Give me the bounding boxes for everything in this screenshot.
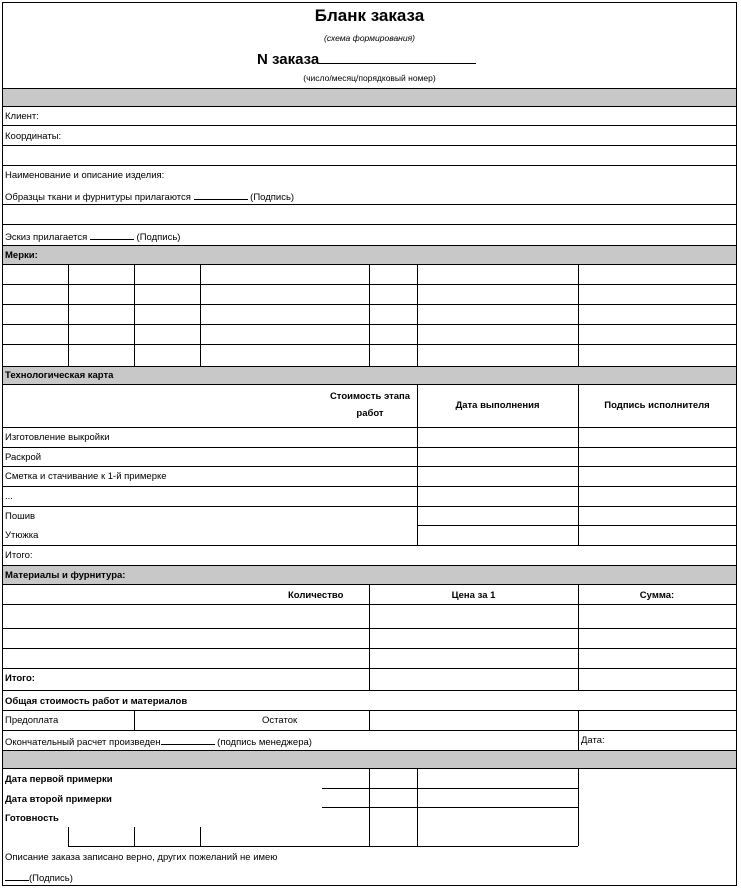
stage-pattern: Изготовление выкройки bbox=[5, 432, 110, 443]
col-date: Дата выполнения bbox=[455, 400, 540, 411]
client-signature-label: (Подпись) bbox=[29, 873, 73, 884]
sketch-sign-field[interactable] bbox=[90, 230, 134, 240]
stage-cutting: Раскрой bbox=[5, 452, 42, 463]
client-label: Клиент: bbox=[5, 111, 39, 122]
final-payment-label: Окончательный расчет произведен bbox=[5, 737, 161, 748]
materials-title: Материалы и фурнитура: bbox=[5, 570, 126, 581]
form-subtitle: (схема формирования) bbox=[324, 33, 415, 43]
client-signature-field[interactable] bbox=[5, 871, 29, 881]
band-fittings bbox=[3, 750, 736, 768]
order-number-label: N заказа bbox=[257, 51, 320, 68]
materials-total: Итого: bbox=[5, 673, 35, 684]
col-cost-line1: Стоимость этапа bbox=[329, 391, 411, 402]
samples-row bbox=[5, 190, 294, 204]
col-cost-line2: работ bbox=[356, 408, 384, 419]
form-title: Бланк заказа bbox=[314, 6, 425, 25]
stage-basting: Сметка и стачивание к 1-й примерке bbox=[5, 471, 167, 482]
prepayment-label: Предоплата bbox=[5, 715, 59, 726]
manager-sign-label: (подпись менеджера) bbox=[217, 737, 312, 748]
stage-sewing: Пошив bbox=[5, 511, 36, 522]
col-sum: Сумма: bbox=[639, 590, 675, 601]
product-label: Наименование и описание изделия: bbox=[5, 170, 165, 181]
sketch-sign-label: (Подпись) bbox=[136, 232, 181, 243]
coordinates-label: Координаты: bbox=[5, 131, 62, 142]
band-measurements bbox=[3, 245, 736, 264]
samples-sign-label: (Подпись) bbox=[250, 192, 295, 203]
tech-total: Итого: bbox=[5, 550, 33, 561]
final-payment-row bbox=[5, 735, 312, 749]
col-price: Цена за 1 bbox=[451, 590, 496, 601]
manager-sign-field[interactable] bbox=[161, 735, 215, 745]
measurements-title: Мерки: bbox=[5, 250, 38, 261]
order-number-hint: (число/месяц/порядковый номер) bbox=[303, 73, 436, 83]
stage-ironing: Утюжка bbox=[5, 530, 39, 541]
first-fitting-label: Дата первой примерки bbox=[5, 774, 113, 785]
order-number bbox=[257, 48, 476, 68]
col-signature: Подпись исполнителя bbox=[604, 400, 710, 411]
samples-label: Образцы ткани и фурнитуры прилагаются bbox=[5, 192, 191, 203]
total-cost-label: Общая стоимость работ и материалов bbox=[5, 696, 188, 707]
remainder-label: Остаток bbox=[262, 715, 298, 726]
band-top bbox=[3, 88, 736, 106]
samples-sign-field[interactable] bbox=[194, 190, 248, 200]
client-signature-row bbox=[5, 871, 73, 885]
sketch-row bbox=[5, 230, 180, 244]
sketch-label: Эскиз прилагается bbox=[5, 232, 88, 243]
stage-ellipsis: ... bbox=[5, 491, 13, 502]
ready-label: Готовность bbox=[5, 813, 59, 824]
tech-card-title: Технологическая карта bbox=[5, 370, 114, 381]
col-quantity: Количество bbox=[288, 590, 344, 601]
second-fitting-label: Дата второй примерки bbox=[5, 794, 112, 805]
date-label: Дата: bbox=[581, 735, 605, 746]
order-number-field[interactable] bbox=[319, 48, 476, 64]
confirmation-text: Описание заказа записано верно, других пожеланий не имею bbox=[5, 852, 278, 863]
